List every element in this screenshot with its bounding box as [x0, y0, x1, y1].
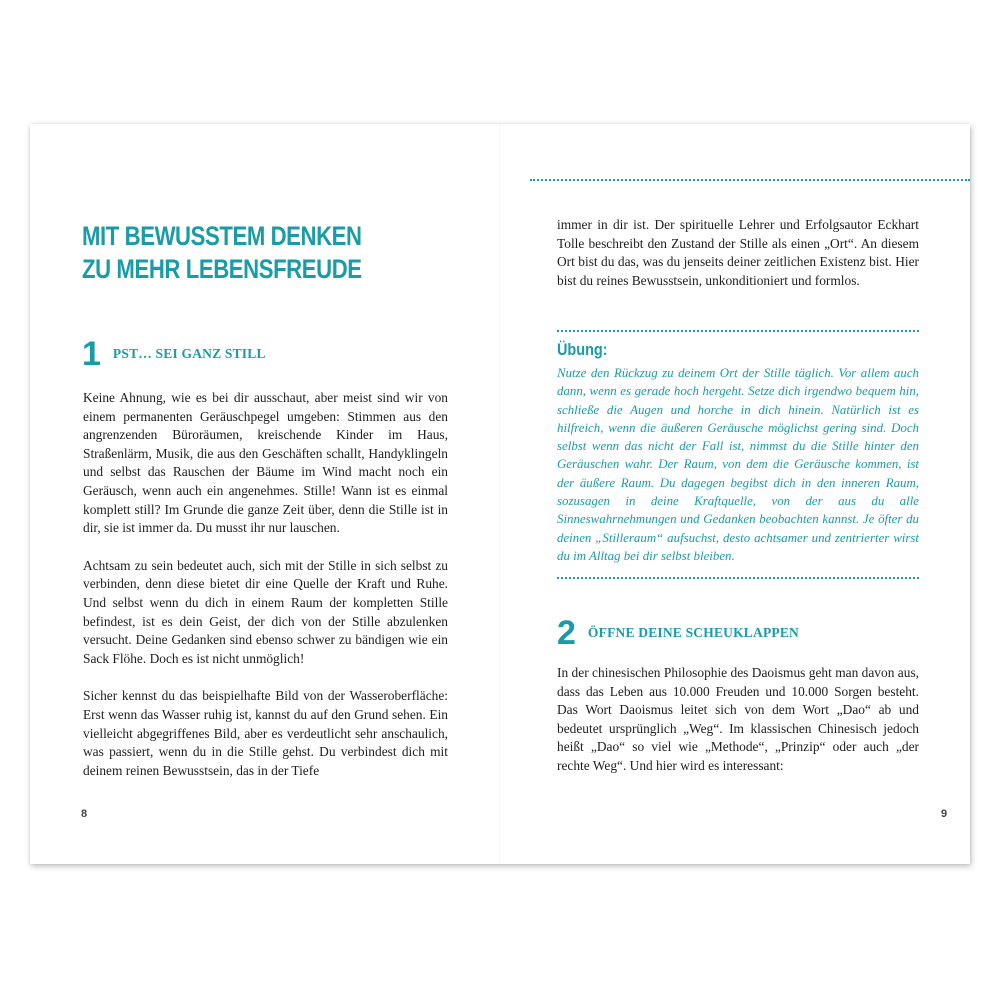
- exercise-box: [557, 330, 919, 579]
- paragraph: In der chinesischen Philosophie des Daoismus geht man davon aus, dass das Leben aus 10.000 Freuden und 10.000 Sorgen besteht. Das Wort Daoismus leitet sich von dem Wort „Dao“ ab und bedeutet ursprünglich „Weg“. Im klassischen Chinesisch jedoch heißt „Dao“ so viel wie „Methode“, „Prinzip“ oder auch „der rechte Weg“. Und hier wird es interessant:: [557, 665, 919, 773]
- page-number-left: 8: [81, 808, 88, 820]
- section-number: 1: [82, 335, 101, 373]
- section-title: PST… SEI GANZ STILL: [112, 346, 266, 361]
- chapter-title-line-2: ZU MEHR LEBENSFREUDE: [82, 254, 362, 284]
- book-spread: [30, 124, 970, 864]
- right-body-text: [557, 664, 919, 776]
- section-number: 2: [557, 614, 576, 652]
- section-1-heading: [82, 337, 266, 371]
- paragraph: Keine Ahnung, wie es bei dir ausschaut, aber meist sind wir von einem permanenten Geräuschpegel umgeben: Stimmen aus den angrenzenden Büroräumen, kreischende Kinder im Haus, Straßenlärm, Musik, die aus den Geschäften schallt, Handyklingeln und selbst das Rauschen der Bäume im Wind macht noch ein Geräusch, wenn auch ein angenehmes. Stille! Wann ist es einmal komplett still? Im Grunde die ganze Zeit über, denn die Stille ist in dir, sie ist immer da. Du musst ihr nur lauschen.: [83, 390, 448, 536]
- section-2-heading: [557, 616, 799, 650]
- section-title: ÖFFNE DEINE SCHEUKLAPPEN: [587, 625, 799, 640]
- paragraph: immer in dir ist. Der spirituelle Lehrer und Erfolgsautor Eckhart Tolle beschreibt den Zustand der Stille als einen „Ort“. An diesem Ort bist du das, was du jenseits deiner zeitlichen Existenz bist. Hier bist du reines Bewusstsein, unkonditioniert und formlos.: [557, 217, 919, 288]
- left-page: [30, 124, 500, 864]
- left-body-text: [83, 389, 448, 780]
- page-number-right: 9: [941, 808, 948, 820]
- exercise-title: Übung:: [557, 340, 608, 359]
- chapter-title: [82, 220, 394, 286]
- right-page: [500, 124, 970, 864]
- continuation-text: [557, 216, 919, 290]
- paragraph: Achtsam zu sein bedeutet auch, sich mit der Stille in sich selbst zu verbinden, denn diese bietet dir eine Quelle der Kraft und Ruhe. Und selbst wenn du dich in einem Raum der kompletten Stille befindest, ist es dein Geist, der dich von der Stille abzulenken versucht. Deine Gedanken sind ebenso schwer zu bändigen wie ein Sack Flöhe. Doch es ist nicht unmöglich!: [83, 557, 448, 666]
- paragraph: Sicher kennst du das beispielhafte Bild von der Wasseroberfläche: Erst wenn das Wasser ruhig ist, kannst du auf den Grund sehen. Ein vielleicht abgegriffenes Bild, aber es verdeutlicht sehr anschaulich, was passiert, wenn du in die Stille gehst. Du verbindest dich mit deinem reinen Bewusstsein, das in der Tiefe: [83, 688, 448, 778]
- exercise-text: Nutze den Rückzug zu deinem Ort der Stille täglich. Vor allem auch dann, wenn es gerade hoch hergeht. Setze dich irgendwo bequem hin, schließe die Augen und horche in dich hinein. Natürlich ist es hilfreich, wenn die äußeren Geräusche möglichst gering sind. Doch selbst wenn das nicht der Fall ist, nimmst du die Stille hinter den Geräuschen wahr. Der Raum, von dem die Geräusche kommen, ist der äußere Raum. Du dagegen begibst dich in den inneren Raum, sozusagen in deine Kraftquelle, von der aus du alle Sinneswahrnehmungen und Gedanken beobachten kannst. Je öfter du deinen „Stilleraum“ aufsuchst, desto achtsamer und zentrierter wirst du im Alltag bei dir selbst bleiben.: [557, 366, 919, 563]
- chapter-title-line-1: MIT BEWUSSTEM DENKEN: [82, 221, 362, 251]
- dotted-divider-top: [530, 179, 970, 181]
